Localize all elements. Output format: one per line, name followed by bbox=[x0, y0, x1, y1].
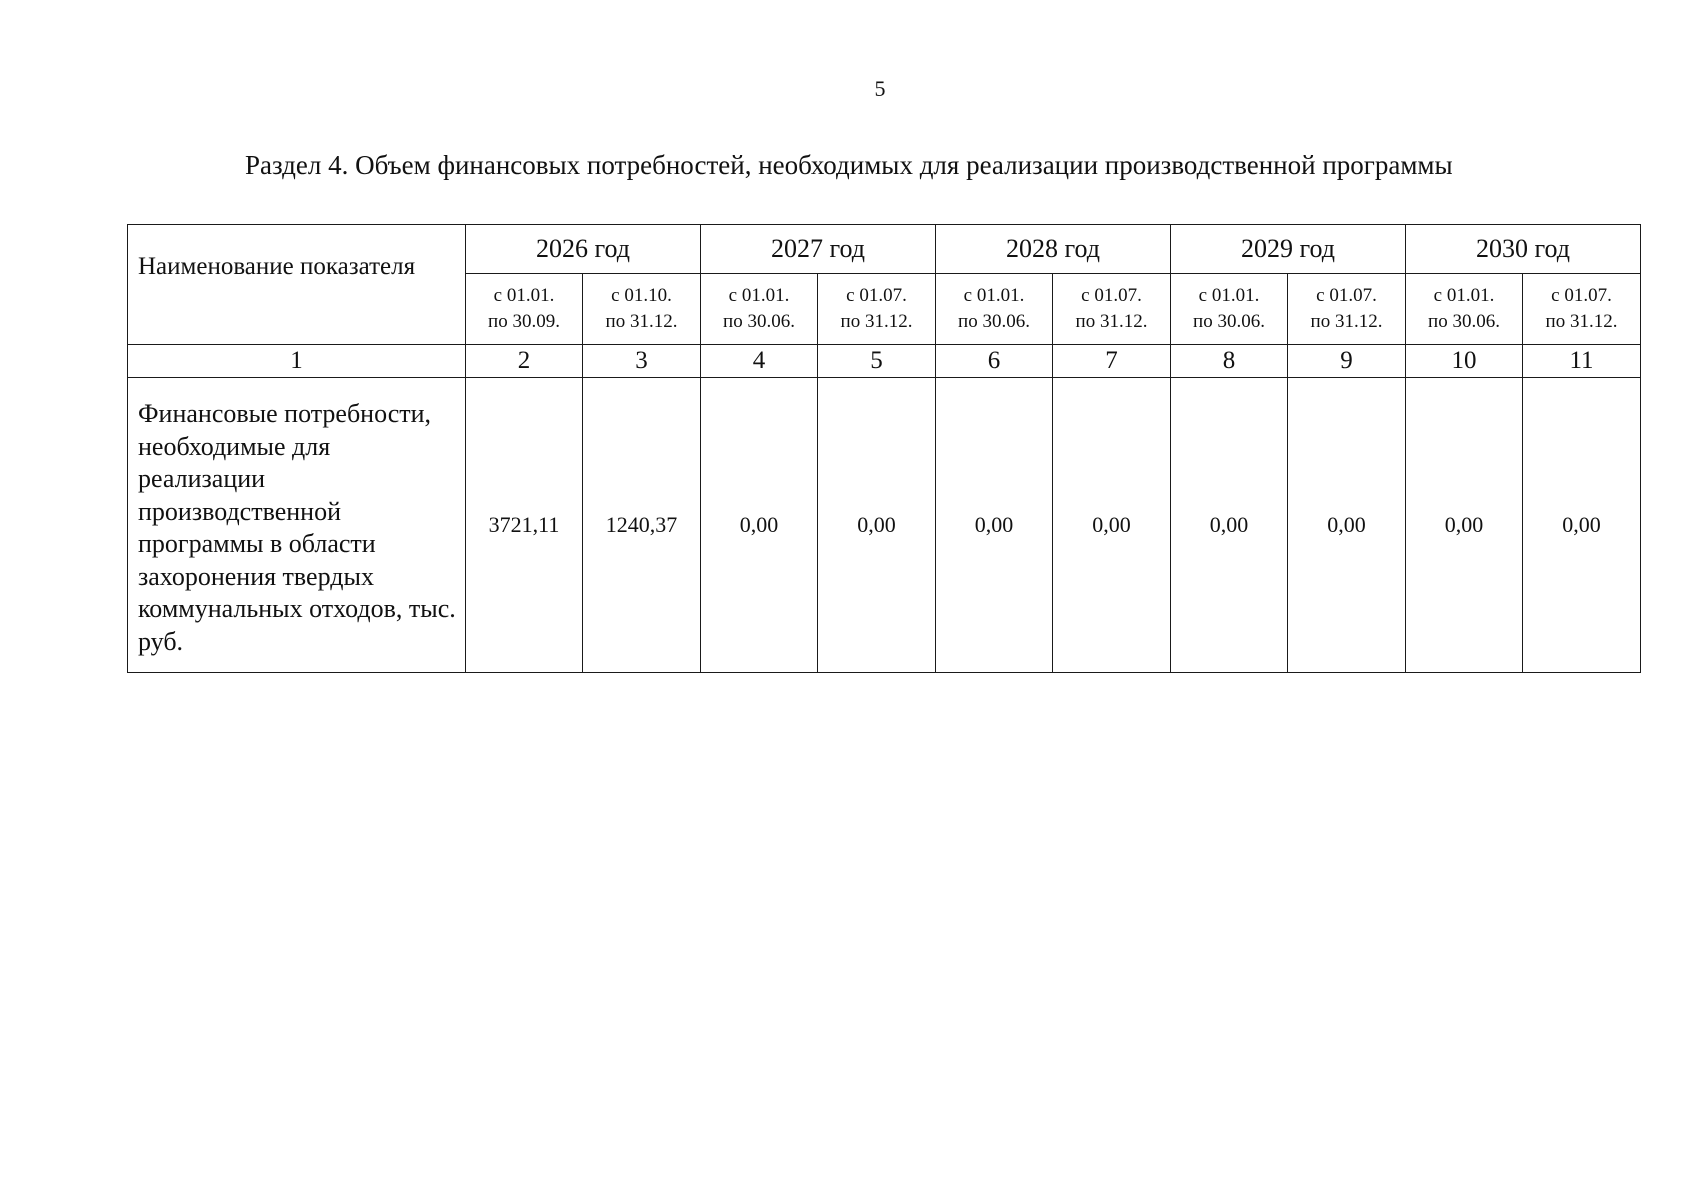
name-header: Наименование показателя bbox=[128, 225, 466, 345]
period-from: с 01.07. bbox=[1316, 285, 1377, 306]
value-cell: 0,00 bbox=[1053, 378, 1171, 673]
column-number: 10 bbox=[1406, 345, 1523, 378]
period-from: с 01.07. bbox=[846, 285, 907, 306]
period-to: по 31.12. bbox=[1075, 311, 1148, 332]
financial-needs-table bbox=[127, 224, 1641, 673]
column-number: 6 bbox=[936, 345, 1053, 378]
period-from: с 01.07. bbox=[1081, 285, 1142, 306]
value-cell: 0,00 bbox=[701, 378, 818, 673]
year-header-2027: 2027 год bbox=[701, 225, 936, 274]
value-cell: 0,00 bbox=[1171, 378, 1288, 673]
year-header-2030: 2030 год bbox=[1406, 225, 1641, 274]
period-header bbox=[1523, 274, 1641, 345]
row-label: Финансовые потребности, необходимые для реализации производственной программы в области захоронения твердых коммунальных отходов, тыс. руб. bbox=[128, 378, 466, 673]
year-header-2028: 2028 год bbox=[936, 225, 1171, 274]
value-cell: 0,00 bbox=[818, 378, 936, 673]
period-to: по 31.12. bbox=[605, 311, 678, 332]
period-to: по 30.06. bbox=[1428, 311, 1500, 332]
value-cell: 1240,37 bbox=[583, 378, 701, 673]
column-number: 5 bbox=[818, 345, 936, 378]
column-number: 1 bbox=[128, 345, 466, 378]
page-number: 5 bbox=[874, 76, 886, 101]
value-cell: 0,00 bbox=[1406, 378, 1523, 673]
period-header bbox=[466, 274, 583, 345]
column-number: 4 bbox=[701, 345, 818, 378]
value-cell: 0,00 bbox=[936, 378, 1053, 673]
column-number: 8 bbox=[1171, 345, 1288, 378]
period-to: по 31.12. bbox=[1310, 311, 1383, 332]
period-to: по 30.06. bbox=[958, 311, 1030, 332]
period-header bbox=[1288, 274, 1406, 345]
period-from: с 01.01. bbox=[1198, 285, 1260, 306]
period-from: с 01.10. bbox=[611, 285, 672, 306]
period-from: с 01.07. bbox=[1551, 285, 1612, 306]
column-number: 3 bbox=[583, 345, 701, 378]
period-header bbox=[1406, 274, 1523, 345]
column-number: 9 bbox=[1288, 345, 1406, 378]
period-header bbox=[1053, 274, 1171, 345]
period-to: по 30.06. bbox=[1193, 311, 1265, 332]
section-title: Раздел 4. Объем финансовых потребностей, необходимых для реализации производственной программы bbox=[245, 150, 1453, 180]
period-to: по 31.12. bbox=[840, 311, 913, 332]
period-header bbox=[936, 274, 1053, 345]
period-header bbox=[1171, 274, 1288, 345]
header-row-years bbox=[128, 225, 1641, 274]
period-to: по 31.12. bbox=[1545, 311, 1618, 332]
period-header bbox=[818, 274, 936, 345]
period-from: с 01.01. bbox=[963, 285, 1025, 306]
period-header bbox=[701, 274, 818, 345]
period-from: с 01.01. bbox=[728, 285, 790, 306]
column-number: 2 bbox=[466, 345, 583, 378]
table-row bbox=[128, 378, 1641, 673]
period-to: по 30.09. bbox=[488, 311, 560, 332]
period-from: с 01.01. bbox=[1433, 285, 1495, 306]
column-number: 11 bbox=[1523, 345, 1641, 378]
value-cell: 0,00 bbox=[1288, 378, 1406, 673]
value-cell: 0,00 bbox=[1523, 378, 1641, 673]
column-number: 7 bbox=[1053, 345, 1171, 378]
year-header-2026: 2026 год bbox=[466, 225, 701, 274]
column-number-row bbox=[128, 345, 1641, 378]
period-header bbox=[583, 274, 701, 345]
period-from: с 01.01. bbox=[493, 285, 555, 306]
year-header-2029: 2029 год bbox=[1171, 225, 1406, 274]
value-cell: 3721,11 bbox=[466, 378, 583, 673]
period-to: по 30.06. bbox=[723, 311, 795, 332]
